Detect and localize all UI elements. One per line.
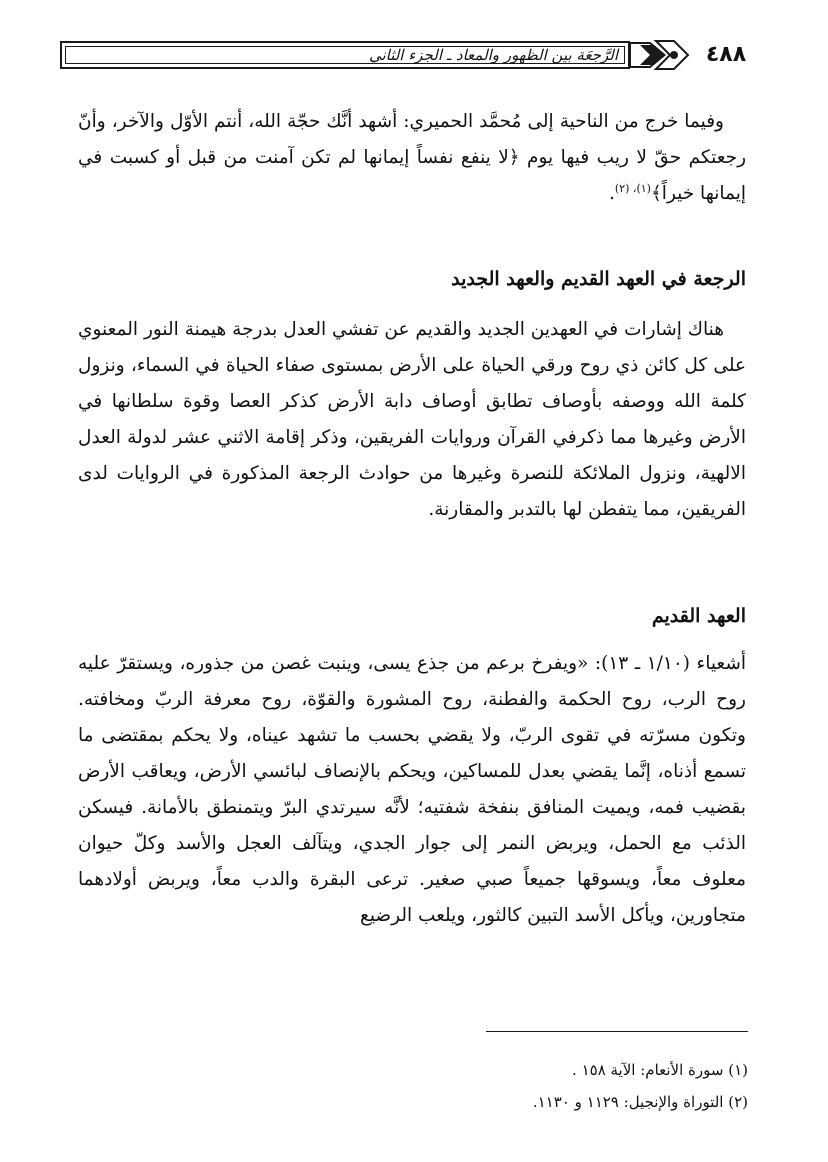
footnotes bbox=[88, 1054, 748, 1118]
opening-paragraph-block bbox=[78, 104, 746, 212]
page-header bbox=[60, 33, 760, 75]
footnote-divider bbox=[486, 1031, 748, 1032]
section-heading-old-testament: العهد القديم bbox=[651, 605, 746, 627]
running-title-frame bbox=[60, 41, 630, 69]
opening-paragraph bbox=[78, 104, 746, 212]
footnote-refs: (١)، (٢) bbox=[614, 181, 651, 195]
section-old-testament-block bbox=[78, 646, 746, 934]
header-ornament-icon bbox=[630, 37, 692, 73]
footnote-1: (١) سورة الأنعام: الآية ١٥٨ . bbox=[572, 1061, 748, 1079]
opening-paragraph-end: . bbox=[609, 183, 615, 204]
section-old-testament-paragraph: أشعياء (١/١٠ ـ ١٣): «ويفرخ برعم من جذع يسى، وينبت غصن من جذوره، ويستقرّ عليه روح الرب، روح الحكمة والفطنة، روح المشورة والقوّة، روح معرفة الربّ ومخافته. وتكون مسرّته في تقوى الربّ، ولا يقضي بحسب ما تشهد عيناه، ولا يحكم بمقتضى ما تسمع أذناه، إنَّما يقضي بعدل للمساكين، ويحكم بالإنصاف لبائسي الأرض، ويعاقب الأرض بقضيب فمه، ويميت المنافق بنفخة شفتيه؛ لأنَّه سيرتدي البرّ ويتمنطق بالأمانة. فيسكن الذئب مع الحمل، ويربض النمر إلى جوار الجدي، ويتآلف العجل والأسد وكلّ حيوان معلوف معاً، ويسوقها جميعاً صبي صغير. ترعى البقرة والدب معاً، ويربض أولادهما متجاورين، ويأكل الأسد التبين كالثور، ويلعب الرضيع bbox=[78, 653, 746, 926]
page-number: ٤٨٨ bbox=[705, 42, 747, 67]
running-title: الرَّجعَة بين الظهور والمعاد ـ الجزء الثاني bbox=[368, 46, 618, 64]
section-heading-old-new-testament: الرجعة في العهد القديم والعهد الجديد bbox=[451, 268, 746, 290]
footnote-2: (٢) التوراة والإنجيل: ١١٢٩ و ١١٣٠. bbox=[532, 1093, 748, 1111]
section-old-new-testament-block bbox=[78, 312, 746, 528]
opening-paragraph-text: وفيما خرج من الناحية إلى مُحمَّد الحميري: أشهد أنَّك حجّة الله، أنتم الأوّل والآخر، وأنّ رجعتكم حقّ لا ريب فيها يوم ﴿لا ينفع نفساً إيمانها لم تكن آمنت من قبل أو كسبت في إيمانها خيراً﴾ bbox=[78, 111, 747, 204]
section-old-new-testament-paragraph: هناك إشارات في العهدين الجديد والقديم عن تفشي العدل بدرجة هيمنة النور المعنوي على كل كائن ذي روح ورقي الحياة على الأرض بمستوى صفاء الحياة في السماء، ونزول كلمة الله ووصفه بأوصاف تطابق أوصاف دابة الأرض كذكر العصا وقوة سلطانها في الأرض وغيرها مما ذكرفي القرآن وروايات الفريقين، وذكر إقامة الاثني عشر لدولة العدل الالهية، ونزول الملائكة للنصرة وغيرها من حوادث الرجعة المذكورة في الروايات لدى الفريقين، مما يتفطن لها بالتدبر والمقارنة. bbox=[78, 319, 746, 520]
